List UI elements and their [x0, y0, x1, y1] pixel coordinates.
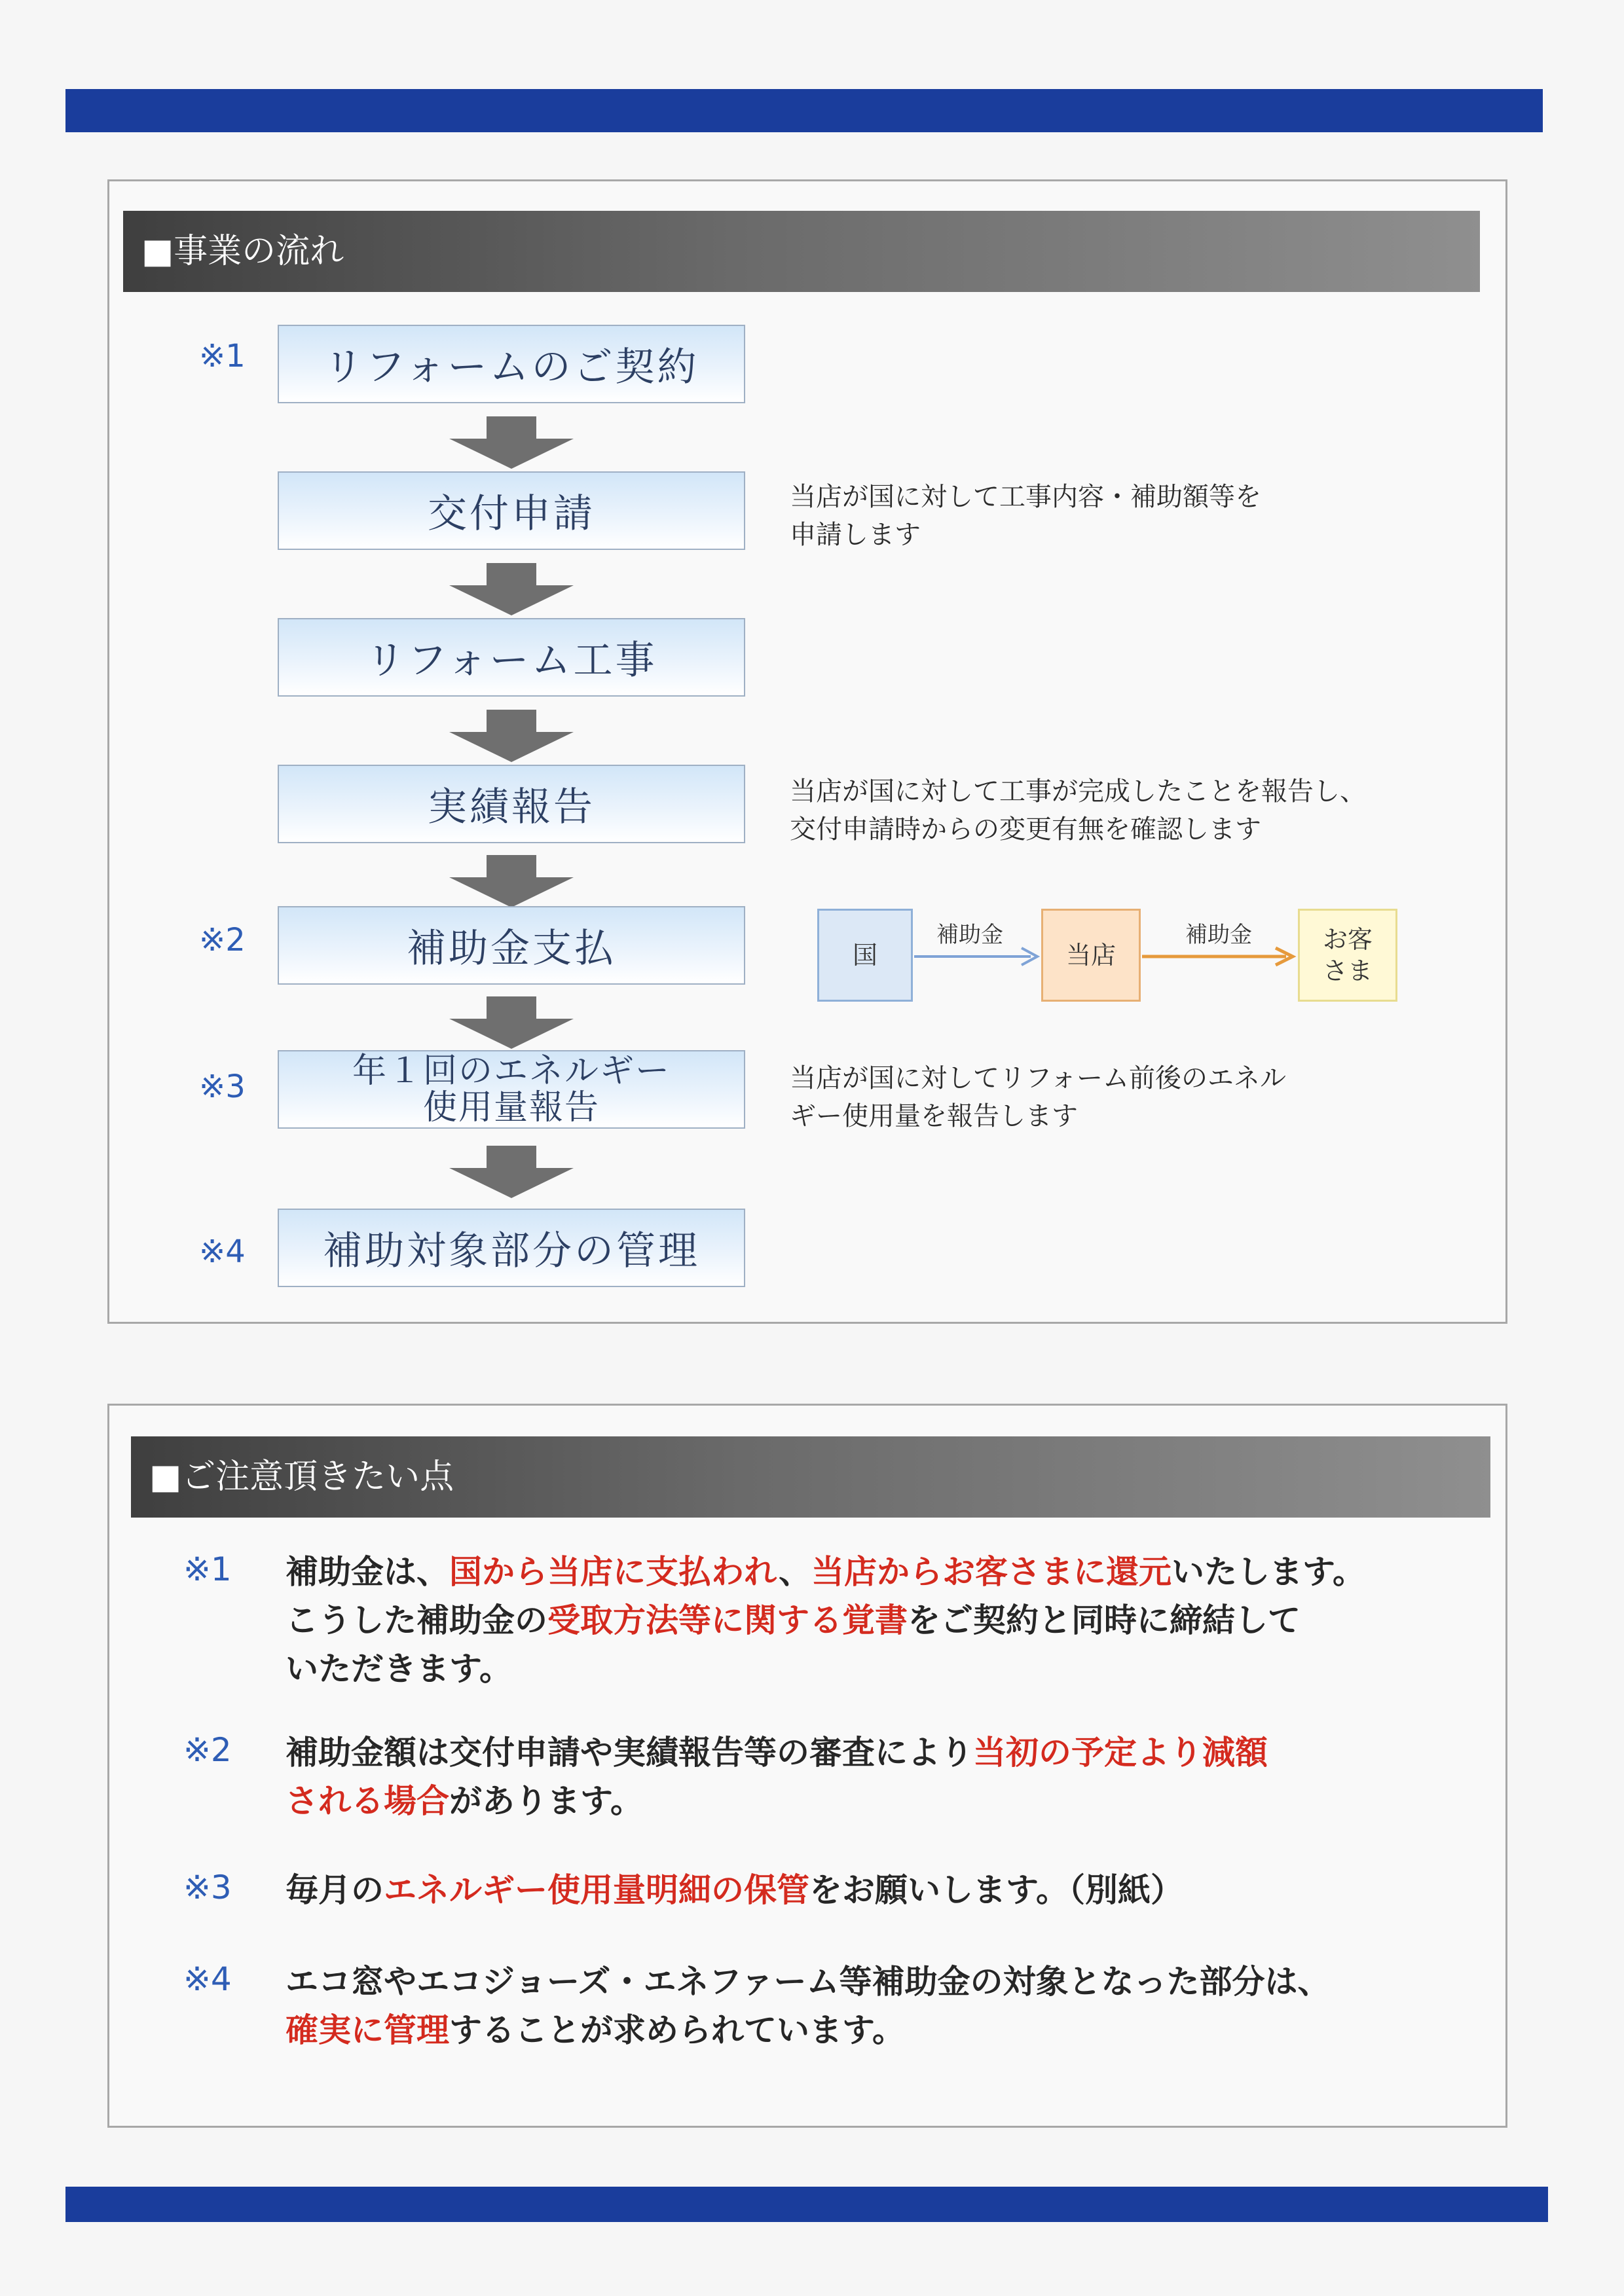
down-arrow-icon	[449, 563, 574, 615]
flow-step-energy-report: 年１回のエネルギー 使用量報告	[278, 1050, 745, 1129]
note-mark-3: ※3	[183, 1868, 232, 1906]
flow-step-payment: 補助金支払	[278, 906, 745, 985]
down-arrow-icon	[449, 855, 574, 907]
top-band	[65, 89, 1543, 132]
flow-edge-label-2: 補助金	[1185, 922, 1252, 948]
flow-node-customer: お客 さま	[1298, 909, 1397, 1002]
energy-description: 当店が国に対してリフォーム前後のエネル ギー使用量を報告します	[790, 1063, 1286, 1131]
flow-step-report: 実績報告	[278, 765, 745, 843]
step-note-1: ※1	[199, 338, 246, 374]
note-mark-2: ※2	[183, 1731, 232, 1769]
note-text-3: 毎月のエネルギー使用量明細の保管をお願いします。（別紙）	[286, 1871, 1183, 1909]
report-description: 当店が国に対して工事が完成したことを報告し、 交付申請時からの変更有無を確認します	[790, 776, 1366, 845]
flow-node-store: 当店	[1041, 909, 1141, 1002]
bottom-band	[65, 2187, 1548, 2222]
note-mark-4: ※4	[183, 1960, 232, 1998]
down-arrow-icon	[449, 416, 574, 469]
flow-step-construction: リフォーム工事	[278, 618, 745, 697]
note-text-4: エコ窓やエコジョーズ・エネファーム等補助金の対象となった部分は、 確実に管理することが求められています。	[286, 1963, 1331, 2049]
step-note-3: ※3	[199, 1068, 246, 1105]
note-text-2: 補助金額は交付申請や実績報告等の審査により当初の予定より減額 される場合があります。	[286, 1734, 1268, 1820]
flow-section-title: ■事業の流れ	[123, 211, 1480, 292]
notes-section-title: ■ご注意頂きたい点	[131, 1436, 1490, 1518]
flow-step-contract: リフォームのご契約	[278, 325, 745, 403]
right-arrow-icon	[1142, 945, 1297, 968]
right-arrow-icon	[914, 945, 1041, 968]
note-mark-1: ※1	[183, 1550, 232, 1588]
application-description: 当店が国に対して工事内容・補助額等を 申請します	[790, 482, 1261, 550]
flow-edge-label-1: 補助金	[936, 922, 1003, 948]
flow-node-country: 国	[817, 909, 913, 1002]
flow-step-management: 補助対象部分の管理	[278, 1209, 745, 1287]
step-note-4: ※4	[199, 1233, 246, 1270]
down-arrow-icon	[449, 710, 574, 762]
down-arrow-icon	[449, 996, 574, 1049]
note-text-1: 補助金は、国から当店に支払われ、当店からお客さまに還元いたします。 こうした補助金の受取方法等に関する覚書をご契約と同時に締結して いただきます。	[286, 1553, 1365, 1688]
flow-step-application: 交付申請	[278, 471, 745, 550]
step-note-2: ※2	[199, 922, 246, 958]
down-arrow-icon	[449, 1146, 574, 1198]
